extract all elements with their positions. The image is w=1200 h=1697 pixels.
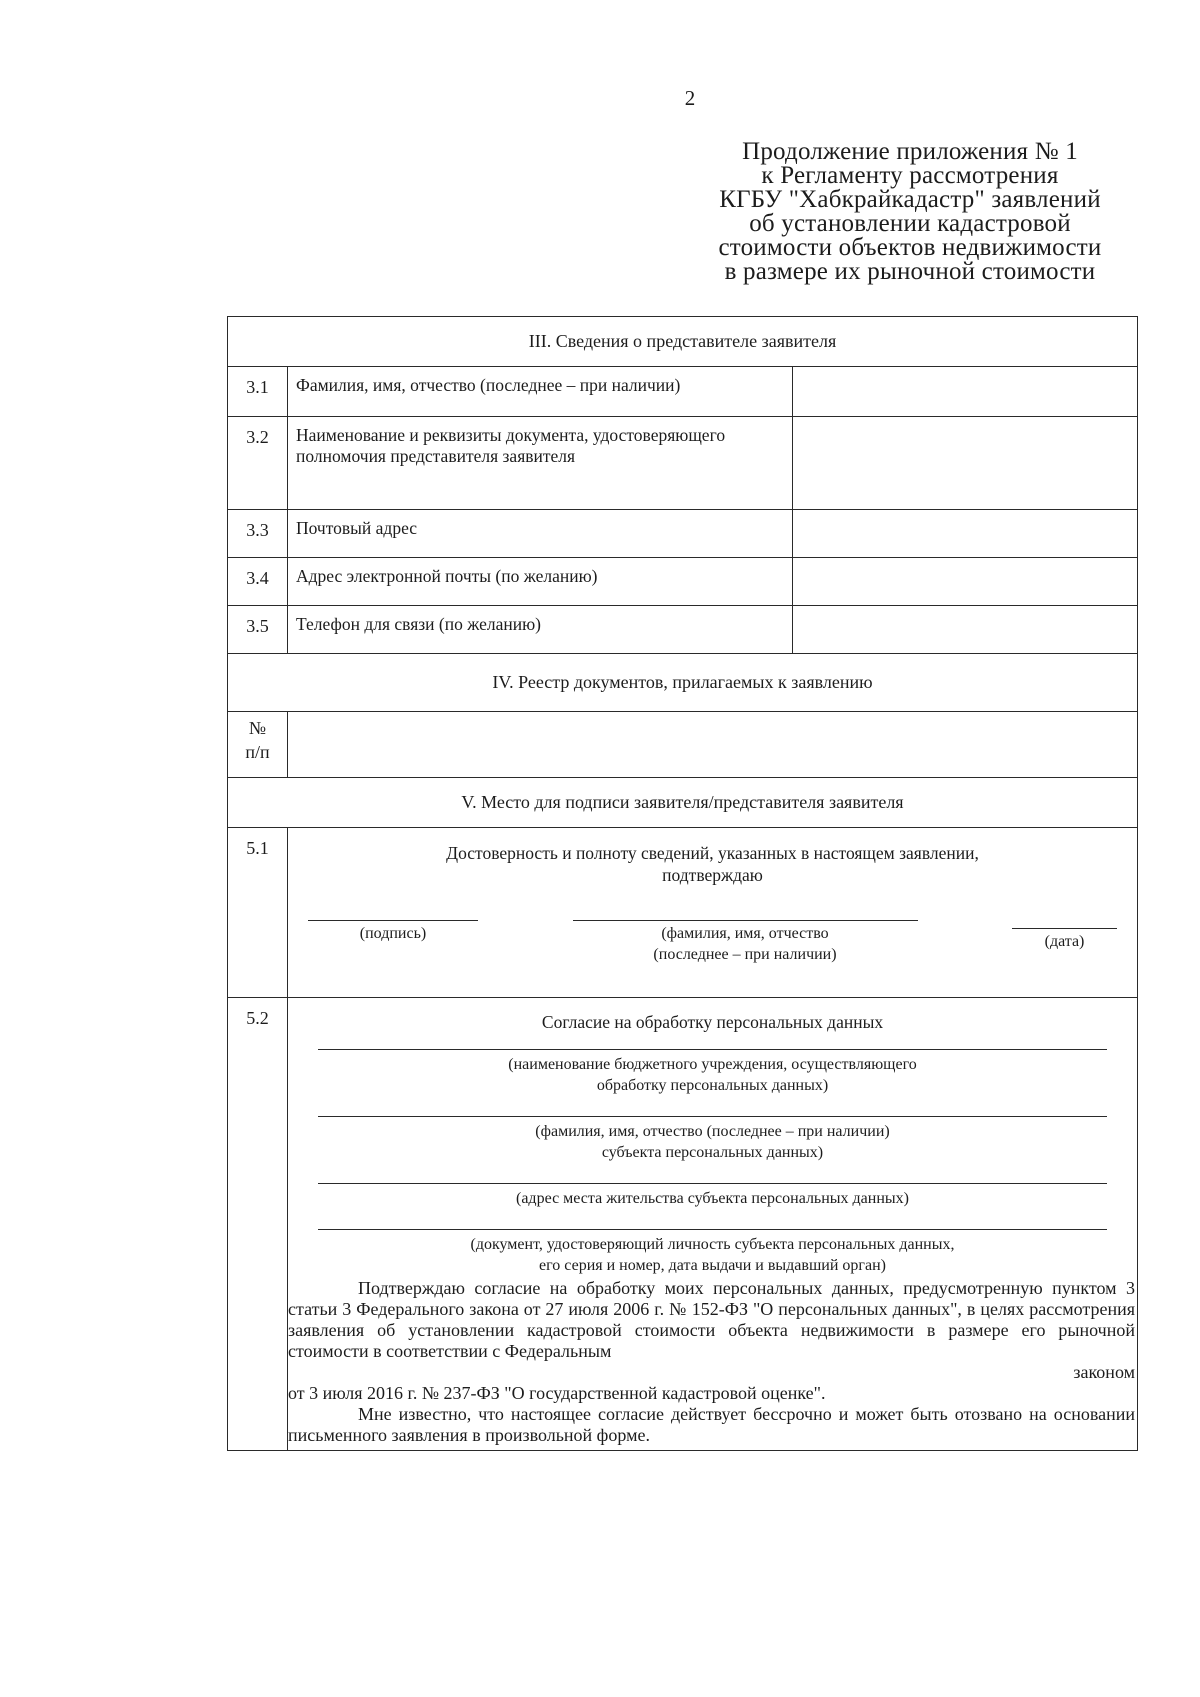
full-name-caption: (последнее – при наличии)	[653, 946, 837, 963]
postal-address-field[interactable]	[793, 510, 1138, 558]
number-header-cell	[228, 712, 288, 778]
consent-paragraph-end: законом	[1073, 1362, 1135, 1382]
field-label: Фамилия, имя, отчество (последнее – при наличии)	[288, 367, 793, 417]
statement-line: Достоверность и полноту сведений, указанных в настоящем заявлении,	[446, 843, 979, 863]
section-5-header-row	[228, 778, 1138, 828]
documents-registry-field[interactable]	[288, 712, 1138, 778]
consent-title: Согласие на обработку персональных данных	[541, 1012, 884, 1032]
subject-address-field[interactable]	[318, 1183, 1107, 1184]
table-row	[228, 367, 1138, 417]
signature-field[interactable]	[308, 920, 478, 944]
field-label: Почтовый адрес	[288, 510, 793, 558]
table-row	[228, 998, 1138, 1451]
subject-address-caption	[288, 1188, 1137, 1209]
statement-line: подтверждаю	[662, 865, 763, 885]
table-row	[228, 606, 1138, 654]
section-4-title: IV. Реестр документов, прилагаемых к заявлению	[228, 654, 1138, 712]
representative-name-field[interactable]	[793, 367, 1138, 417]
date-field[interactable]	[1012, 928, 1117, 952]
table-row	[228, 510, 1138, 558]
row-number: 3.5	[228, 606, 288, 654]
caption-line: его серия и номер, дата выдачи и выдавший орган)	[539, 1257, 886, 1274]
signature-line	[308, 920, 478, 921]
consent-block	[288, 998, 1138, 1451]
date-line	[1012, 928, 1117, 929]
application-form-table	[227, 316, 1138, 1451]
number-sign: №	[248, 718, 267, 738]
identity-document-caption	[288, 1234, 1137, 1276]
row-number: 3.3	[228, 510, 288, 558]
caption-line: (документ, удостоверяющий личность субъекта персональных данных,	[470, 1236, 955, 1253]
section-4-header-row	[228, 654, 1138, 712]
confirmation-statement	[308, 842, 1117, 886]
consent-text	[288, 1278, 1137, 1446]
section-3-header-row	[228, 317, 1138, 367]
institution-caption	[288, 1054, 1137, 1096]
signature-fields-row	[308, 920, 1117, 965]
consent-paragraph: Мне известно, что настоящее согласие действует бессрочно и может быть отозвано на основании письменного заявления в произвольной форме.	[288, 1404, 1135, 1445]
full-name-caption: (фамилия, имя, отчество	[661, 925, 829, 942]
header-line: к Регламенту рассмотрения	[761, 162, 1059, 189]
page-number: 2	[684, 86, 696, 110]
header-line: Продолжение приложения № 1	[742, 138, 1078, 165]
table-row	[228, 558, 1138, 606]
consent-paragraph-continuation: от 3 июля 2016 г. № 237-ФЗ "О государственной кадастровой оценке".	[288, 1383, 826, 1403]
table-row	[228, 712, 1138, 778]
header-line: стоимости объектов недвижимости	[718, 234, 1102, 261]
header-line: об установлении кадастровой	[749, 210, 1071, 237]
institution-name-field[interactable]	[318, 1049, 1107, 1050]
caption-line: (фамилия, имя, отчество (последнее – при наличии)	[535, 1123, 890, 1140]
full-name-field[interactable]	[573, 920, 918, 965]
row-number: 3.1	[228, 367, 288, 417]
row-number: 3.4	[228, 558, 288, 606]
row-number: 3.2	[228, 417, 288, 510]
header-line: в размере их рыночной стоимости	[724, 258, 1096, 285]
identity-document-field[interactable]	[318, 1229, 1107, 1230]
section-5-title: V. Место для подписи заявителя/представителя заявителя	[228, 778, 1138, 828]
field-label: Адрес электронной почты (по желанию)	[288, 558, 793, 606]
row-number: 5.1	[228, 828, 288, 998]
table-row	[228, 417, 1138, 510]
field-label: Наименование и реквизиты документа, удостоверяющего полномочия представителя заявителя	[288, 417, 793, 510]
number-abbrev: п/п	[245, 742, 270, 762]
row-number: 5.2	[228, 998, 288, 1451]
caption-line: (адрес места жительства субъекта персональных данных)	[516, 1190, 909, 1207]
subject-name-field[interactable]	[318, 1116, 1107, 1117]
table-row	[228, 828, 1138, 998]
caption-line: обработку персональных данных)	[596, 1077, 829, 1094]
phone-field[interactable]	[793, 606, 1138, 654]
appendix-header	[700, 140, 1120, 284]
field-label: Телефон для связи (по желанию)	[288, 606, 793, 654]
header-line: КГБУ "Хабкрайкадастр" заявлений	[719, 186, 1101, 213]
email-field[interactable]	[793, 558, 1138, 606]
authority-document-field[interactable]	[793, 417, 1138, 510]
consent-paragraph: Подтверждаю согласие на обработку моих персональных данных, предусмотренную пунктом 3 статьи 3 Федерального закона от 27 июля 2006 г. № 152-ФЗ "О персональных данных", в целях рассмотрения заявления об установлении кадастровой стоимости объекта недвижимости в размере его рыночной стоимости в соответствии с Федеральным	[288, 1278, 1135, 1361]
full-name-line	[573, 920, 918, 921]
section-3-title: III. Сведения о представителе заявителя	[228, 317, 1138, 367]
caption-line: (наименование бюджетного учреждения, осуществляющего	[508, 1056, 917, 1073]
subject-name-caption	[288, 1121, 1137, 1163]
date-caption: (дата)	[1044, 933, 1085, 950]
signature-block	[288, 828, 1138, 998]
signature-caption: (подпись)	[359, 925, 427, 942]
caption-line: субъекта персональных данных)	[601, 1144, 824, 1161]
